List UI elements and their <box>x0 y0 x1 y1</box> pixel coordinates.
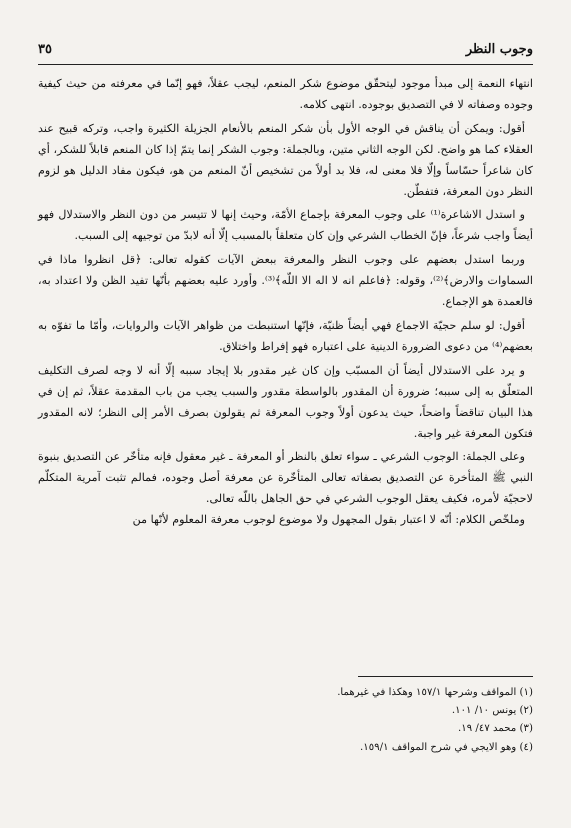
paragraph: انتهاء النعمة إلى مبدأ موجود ليتحقّق موضوع شكر المنعم، ليجب عقلاً، فهو إنّما في معرفته من حيث كيفية وجوده وصفاته لا في التصديق بوجوده. انتهى كلامه. <box>38 77 533 111</box>
paragraph: وملخّص الكلام: أنّه لا اعتبار بقول المجهول ولا موضوع لوجوب معرفة المعلوم لأنّها من <box>132 513 525 527</box>
page-number: ٣٥ <box>38 42 52 57</box>
footnote-divider <box>358 676 533 677</box>
paragraph: وربما استدل بعضهم على وجوب النظر والمعرفة ببعض الآيات كقوله تعالى: ﴿قل انظروا ماذا في السماوات والارض﴾⁽²⁾، وقوله: ﴿فاعلم انه لا اله الا اللّه﴾⁽³⁾. وأورد عليه بعضهم بأنّها تفيد الظن ولا اعتداد به، فالعمدة هو الإجماع. <box>38 253 533 309</box>
footnote: (١) المواقف وشرحها ١٥٧/١ وهكذا في غيرهما. <box>337 687 533 698</box>
paragraph: و يرد على الاستدلال أيضاً أن المسبّب وإن كان غير مقدور بلا إيجاد سببه إلّا أنه لا وجه لصرف التكليف المتعلّق به إلى سببه؛ ضرورة أن المقدور بالواسطة مقدور والسبب يجب من باب المقدمة عقلاً، ثم إن في هذا البيان تناقضاً واضحاً، حيث يدعون أولاً وجوب المعرفة ثم يقولون بصرف الأمر إلى النظر؛ لانه المقدور فتكون المعرفة غير واجبة. <box>38 363 533 440</box>
footnote: (٤) وهو الايجي في شرح المواقف ١٥٩/١. <box>360 741 533 753</box>
paragraph: و استدل الاشاعرة⁽¹⁾ على وجوب المعرفة بإجماع الأمّة، وحيث إنها لا تتيسر من دون النظر والاستدلال فهو أيضاً واجب شرعاً، فإنّ الخطاب الشرعي وإن كان متعلقاً بالمسبب إلّا أنه لابدّ من توجيهه إلى السبب. <box>38 208 533 243</box>
running-title: وجوب النظر <box>465 42 533 57</box>
footnotes <box>38 684 533 757</box>
body-text <box>38 74 533 531</box>
footnote: (٢) يونس ١٠/ ١٠١. <box>451 705 533 717</box>
paragraph: وعلى الجملة: الوجوب الشرعي ـ سواء تعلق بالنظر أو المعرفة ـ غير معقول فإنه متأخّر عن التصديق بنبوة النبي ﷺ المتأخرة عن التصديق بصفاته تعالى المتأخّرة عن معرفة أصل وجوده، فمالم تثبت آمرية المتكلّم لاحجيّة لأمره، فكيف يعقل الوجوب الشرعي في حق الجاهل باللّه تعالى. <box>38 450 533 506</box>
paragraph: أقول: لو سلم حجيّة الاجماع فهي أيضاً ظنيّة، فإنّها استنبطت من ظواهر الآيات والروايات، وأمّا ما تفوّه به بعضهم⁽⁴⁾ من دعوى الضرورة الدينية على اعتباره فهو إفراط واختلاق. <box>38 318 533 353</box>
paragraph: أقول: ويمكن أن يناقش في الوجه الأول بأن شكر المنعم بالأنعام الجزيلة الكثيرة واجب، وتركه قبيح عند العقلاء كما هو واضح. لكن الوجه الثاني متين، وبالجملة: وجوب الشكر إنما يتمّ إذا كان المنعم قابلاً للشكر، أي كان شاعراً حسّاساً وإلّا فلا معنى له، فلا بد أولاً من تشخيص أنّ المنعم من هو، فيكون مفاد الدليل هو لزوم النظر دون المعرفة، فتفطّن. <box>38 121 533 198</box>
footnote: (٣) محمد ٤٧/ ١٩. <box>457 723 533 735</box>
page-header <box>38 42 533 65</box>
